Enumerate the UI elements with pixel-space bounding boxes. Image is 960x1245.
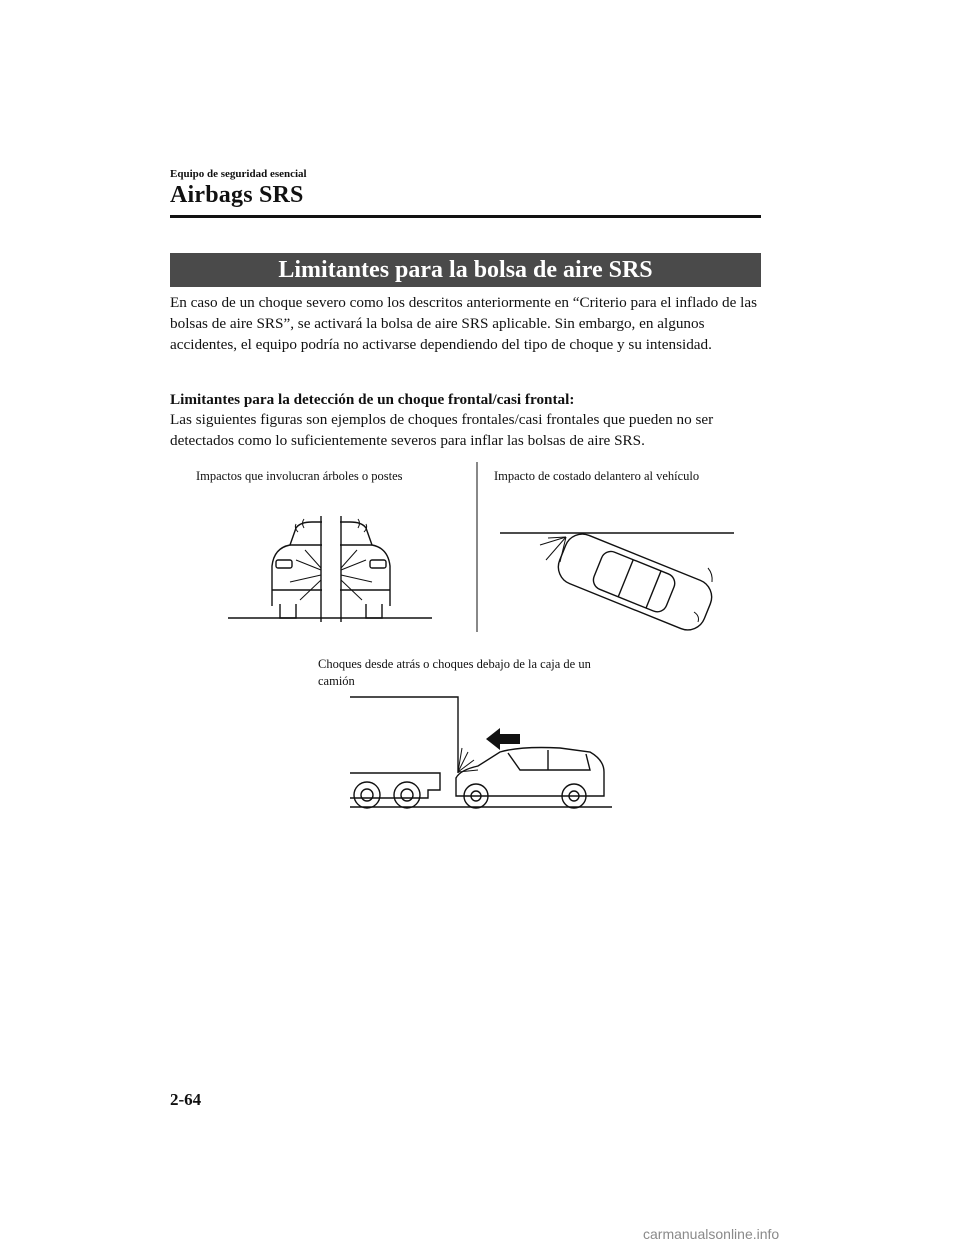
truck-caption: Choques desde atrás o choques debajo de la caja de un camión xyxy=(318,657,591,688)
intro-paragraph: En caso de un choque severo como los descritos anteriormente en “Criterio para el inflado de las bolsas de aire SRS”, se activará la bolsa de aire SRS aplicable. Sin embargo, en algunos accidentes, el equipo podría no activarse dependiendo del tipo de choque y su intensidad. xyxy=(170,294,758,353)
watermark: carmanualsonline.info xyxy=(643,1226,780,1242)
subheading: Limitantes para la detección de un choque frontal/casi frontal: xyxy=(170,391,575,408)
section-banner: Limitantes para la bolsa de aire SRS xyxy=(170,253,761,287)
page-number: 2-64 xyxy=(170,1090,202,1109)
trees-caption: Impactos que involucran árboles o postes xyxy=(196,469,403,483)
side-caption: Impacto de costado delantero al vehículo xyxy=(494,469,700,483)
header-rule xyxy=(170,215,761,218)
body-paragraph: Las siguientes figuras son ejemplos de choques frontales/casi frontales que pueden no ser detectados como lo suficientemente severos para inflar las bolsas de aire SRS. xyxy=(170,411,714,449)
chapter-title: Airbags SRS xyxy=(170,182,304,208)
section-label: Equipo de seguridad esencial xyxy=(170,168,307,180)
